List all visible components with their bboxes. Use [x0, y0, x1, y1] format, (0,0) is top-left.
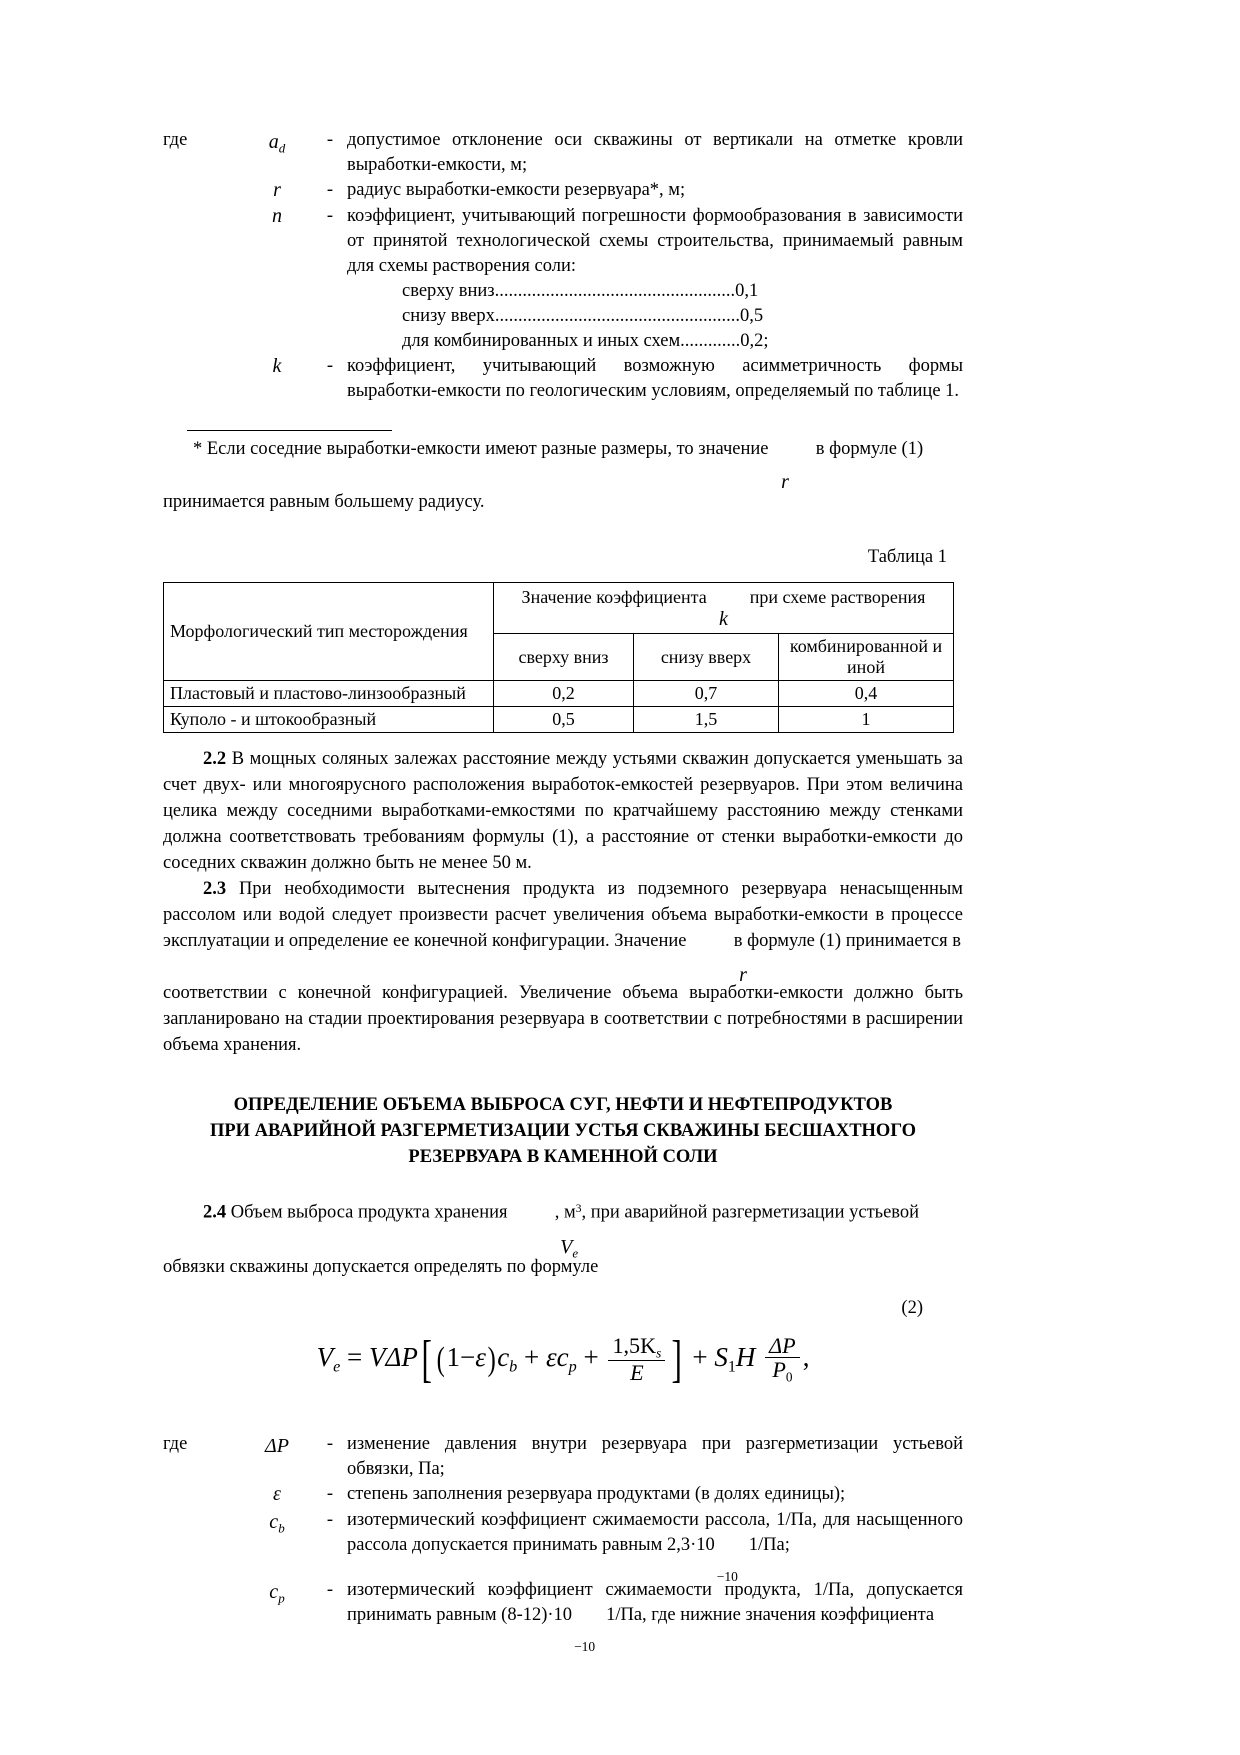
symbol-c-b	[241, 1508, 313, 1558]
symbol-r	[241, 178, 313, 204]
definition-row	[163, 204, 963, 279]
table-cell-value: 0,2	[494, 681, 634, 707]
table-row	[164, 681, 954, 707]
dotted-values-row	[163, 279, 963, 354]
dash: -	[326, 206, 334, 226]
footnote-block	[163, 437, 963, 515]
symbol-subscript: e	[572, 1245, 579, 1261]
dash: -	[326, 130, 334, 150]
symbol-letter: c	[269, 1510, 279, 1533]
definition-list-bottom	[163, 1432, 963, 1654]
paragraph-number: 2.3	[203, 879, 227, 899]
footnote-line-2: принимается равным большему радиусу.	[163, 492, 485, 512]
header-post: при схеме растворения	[749, 587, 926, 607]
footnote-line-1: * Если соседние выработки-емкости имеют разные размеры, то значение r в формуле (1)	[193, 439, 924, 493]
symbol-letter: n	[272, 205, 282, 227]
left-bracket-icon: [	[421, 1330, 432, 1388]
symbol-letter: r	[273, 179, 281, 201]
dash: -	[326, 1579, 334, 1600]
symbol-subscript: d	[278, 140, 286, 156]
table-col-header: комбинированной и иной	[779, 634, 954, 681]
table-caption: Таблица 1	[867, 547, 947, 567]
table-col-header: снизу вверх	[634, 634, 779, 681]
dotted-item: для комбинированных и иных схем.............0,2;	[402, 331, 769, 351]
paragraph-text: В мощных соляных залежах расстояние между устьями скважин допускается уменьшать за счет двух- или многоярусного расположения выработок-емкостей резервуаров. При этом величина целика между соседними выработками-емкостями по кратчайшему расстоянию между стенками должна соответствовать требованиям формулы (1), а расстояние от стенки выработки-емкости до соседних скважин должно быть не менее 50 м.	[163, 749, 963, 873]
symbol-letter: c	[269, 1580, 279, 1603]
dash: -	[326, 1509, 334, 1530]
formula-c: c	[497, 1341, 510, 1372]
definition-row	[163, 1482, 963, 1508]
definition-list-top	[163, 128, 963, 404]
empty-label	[163, 1482, 241, 1508]
formula-c-sub-b: b	[509, 1357, 518, 1376]
paragraph-2-3-cont: соответствии с конечной конфигурацией. Увеличение объема выработки-емкости должно быть запланировано на стадии проектирования резервуара в соответствии с потребностями в расширении объема хранения.	[163, 983, 963, 1055]
frac2-denominator: P	[772, 1357, 786, 1383]
formula-S-sub: 1	[727, 1357, 736, 1376]
empty-label	[163, 204, 241, 279]
formula-one: 1	[446, 1341, 460, 1372]
definition-text: коэффициент, учитывающий возможную асимметричность формы выработки-емкости по геологическим условиям, определяемый по таблице 1.	[347, 356, 963, 401]
header-symbol-k: k	[719, 608, 728, 630]
formula-plus-1: +	[524, 1341, 540, 1372]
definition-text: допустимое отклонение оси скважины от вертикали на отметке кровли выработки-емкости, м;	[347, 130, 963, 175]
definition-text: степень заполнения резервуара продуктами (в долях единицы);	[347, 1483, 846, 1504]
definition-text-a: изотермический коэффициент сжимаемости рассола, 1/Па, для насыщенного	[347, 1509, 963, 1530]
paragraph-2-4	[163, 1196, 963, 1261]
where-label: где	[163, 130, 188, 150]
definition-text-c: 1/Па, где нижние значения коэффициента	[606, 1604, 935, 1625]
formula-c-p: c	[556, 1341, 569, 1372]
definition-text: коэффициент, учитывающий погрешности формообразования в зависимости от принятой технологической схемы строительства, принимаемый равным для схемы растворения соли:	[347, 206, 963, 276]
formula-expression	[163, 1330, 963, 1388]
symbol-c-p	[241, 1558, 313, 1628]
frac-numerator-sub: s	[656, 1345, 662, 1361]
right-bracket-icon: ]	[671, 1330, 683, 1388]
heading-line-1: ОПРЕДЕЛЕНИЕ ОБЪЕМА ВЫБРОСА СУГ, НЕФТИ И НЕФТЕПРОДУКТОВ	[233, 1095, 893, 1115]
dotted-item: снизу вверх.....................................................0,5	[402, 306, 764, 326]
empty-label	[163, 178, 241, 204]
table-cell-value: 1	[779, 707, 954, 733]
table-cell-name: Куполо - и штокообразный	[164, 707, 494, 733]
dash: -	[326, 180, 334, 200]
unit-label: , м	[554, 1202, 576, 1223]
empty-label	[163, 354, 241, 404]
formula-epsilon-2: ε	[546, 1341, 557, 1372]
table-row	[164, 707, 954, 733]
paragraph-number: 2.4	[203, 1202, 227, 1223]
definition-text-b: принимать равным (8-12)·10	[347, 1604, 573, 1625]
formula-plus-3: +	[692, 1341, 708, 1372]
formula-plus-2: +	[583, 1341, 599, 1372]
right-paren-icon: )	[487, 1340, 496, 1378]
header-pre: Значение коэффициента	[521, 587, 707, 607]
coefficient-table	[163, 582, 954, 733]
dash: -	[326, 1433, 334, 1454]
definition-row	[163, 1558, 963, 1628]
symbol-a-d	[241, 128, 313, 178]
paragraph-text-a: При необходимости вытеснения продукта из подземного резервуара ненасыщенным рассолом или водой следует произвести расчет увеличения объема выработки-емкости в процессе эксплуатации и определение ее конечной конфигурации. Значение	[163, 879, 964, 951]
formula-S: S	[714, 1341, 728, 1372]
formula-equals: =	[347, 1341, 363, 1372]
paragraph-number: 2.2	[203, 749, 227, 769]
formula-number: (2)	[901, 1297, 923, 1318]
paragraph-text-a: Объем выброса продукта хранения	[230, 1202, 508, 1223]
symbol-n	[241, 204, 313, 279]
frac-denominator: E	[630, 1360, 644, 1386]
table-cell-name: Пластовый и пластово-линзообразный	[164, 681, 494, 707]
table-cell-value: 0,5	[494, 707, 634, 733]
where-label: где	[163, 1433, 188, 1454]
symbol-k	[241, 354, 313, 404]
paragraph-2-2	[163, 746, 963, 876]
footnote-text-part2: в формуле (1)	[815, 439, 924, 459]
definition-row	[163, 128, 963, 178]
footnote-rule	[187, 430, 392, 431]
symbol-subscript: p	[278, 1590, 285, 1606]
symbol-letter: k	[272, 355, 282, 377]
table-header-span	[494, 583, 954, 634]
formula-c-sub-p: p	[568, 1357, 577, 1376]
definition-text: изотермический коэффициент сжимаемости продукта, 1/Па, допускается принимать равным (8-12)·10 −10 1/Па, где нижние значения коэффициента	[347, 1579, 963, 1654]
empty-label	[163, 1508, 241, 1558]
frac-numerator: 1,5K	[612, 1332, 657, 1358]
definition-row	[163, 1508, 963, 1558]
section-heading	[163, 1092, 963, 1170]
definition-text-a: изотермический коэффициент сжимаемости продукта, 1/Па, допускается	[347, 1579, 963, 1600]
formula-minus: −	[459, 1341, 476, 1372]
table-cell-value: 0,4	[779, 681, 954, 707]
formula-block	[163, 1298, 963, 1416]
unit-superscript: 3	[575, 1203, 582, 1215]
table-cell-value: 1,5	[634, 707, 779, 733]
frac2-numerator: ΔP	[769, 1332, 796, 1358]
dash: -	[326, 1483, 334, 1504]
paragraph-text-b: , при аварийной разгерметизации устьевой	[581, 1202, 920, 1223]
formula-H: H	[735, 1341, 756, 1372]
dotted-values	[347, 279, 963, 354]
dash: -	[326, 356, 334, 376]
paragraph-2-4-cont: обвязки скважины допускается определять по формуле	[163, 1256, 599, 1277]
formula-deltaP: ΔP	[385, 1341, 418, 1372]
definition-row	[163, 354, 963, 404]
definition-text: изменение давления внутри резервуара при разгерметизации устьевой обвязки, Па;	[347, 1433, 963, 1479]
definition-text-c: 1/Па;	[748, 1534, 790, 1555]
formula-lhs-sub: e	[333, 1357, 341, 1376]
formula-comma: ,	[802, 1341, 810, 1372]
empty-label	[163, 1558, 241, 1628]
left-paren-icon: (	[436, 1340, 445, 1378]
formula-epsilon: ε	[475, 1341, 486, 1372]
formula-fraction-dP-P0	[765, 1334, 800, 1385]
footnote-text-part1: * Если соседние выработки-емкости имеют разные размеры, то значение	[193, 439, 769, 459]
definition-text: радиус выработки-емкости резервуара*, м;	[347, 180, 686, 200]
table-cell-value: 0,7	[634, 681, 779, 707]
formula-V: V	[368, 1341, 386, 1372]
symbol-delta-P: ΔP	[265, 1434, 289, 1457]
frac2-denominator-sub: 0	[785, 1369, 793, 1385]
heading-line-3: РЕЗЕРВУАРА В КАМЕННОЙ СОЛИ	[408, 1147, 718, 1167]
symbol-epsilon: ε	[273, 1482, 281, 1505]
table-header-morph: Морфологический тип месторождения	[164, 583, 494, 681]
definition-row	[163, 1432, 963, 1482]
symbol-subscript: b	[278, 1520, 285, 1536]
page-content	[163, 128, 964, 1654]
table-header-row-top	[164, 583, 954, 634]
formula-fraction-KE	[608, 1334, 665, 1385]
dotted-item: сверху вниз....................................................0,1	[402, 281, 759, 301]
definition-text: изотермический коэффициент сжимаемости рассола, 1/Па, для насыщенного рассола допускается принимать равным 2,3·10 −10 1/Па;	[347, 1509, 963, 1584]
paragraph-2-3: 2.3 При необходимости вытеснения продукта из подземного резервуара ненасыщенным рассолом или водой следует произвести расчет увеличения объема выработки-емкости в процессе эксплуатации и определение ее конечной конфигурации. Значение r в формуле (1) принимается в	[163, 879, 964, 986]
heading-line-2: ПРИ АВАРИЙНОЙ РАЗГЕРМЕТИЗАЦИИ УСТЬЯ СКВАЖИНЫ БЕСШАХТНОГО	[209, 1121, 917, 1141]
definition-text-b: рассола допускается принимать равным 2,3·10	[347, 1534, 715, 1555]
symbol-letter: a	[268, 131, 279, 153]
table-col-header: сверху вниз	[494, 634, 634, 681]
paragraph-text-b: в формуле (1) принимается в	[733, 931, 961, 951]
formula-lhs-V: V	[316, 1341, 334, 1372]
definition-row	[163, 178, 963, 204]
symbol-letter: V	[560, 1235, 573, 1258]
